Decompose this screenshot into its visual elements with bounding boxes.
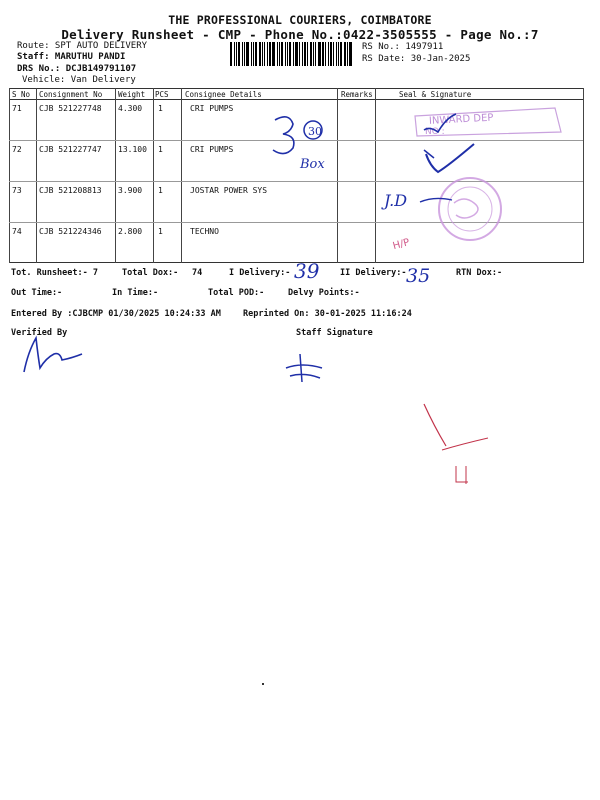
signature-row73 [380, 186, 460, 216]
staff-label: Staff: MARUTHU PANDI [17, 52, 126, 62]
row-sno: 74 [12, 227, 22, 236]
rs-date: RS Date: 30-Jan-2025 [362, 54, 471, 64]
i-delivery-label: I Delivery:- [229, 268, 291, 278]
col-pcs: PCS [155, 90, 169, 99]
row-weight: 2.800 [118, 227, 143, 236]
row-consignee: CRI PUMPS [190, 104, 234, 113]
i-delivery-value [292, 256, 332, 282]
row-consignment: CJB 521224346 [39, 227, 102, 236]
row-sno: 71 [12, 104, 22, 113]
rtn-dox-label: RTN Dox:- [456, 268, 503, 278]
total-dox-value: 74 [192, 268, 203, 278]
svg-text:Box: Box [300, 157, 325, 172]
rs-number: RS No.: 1497911 [362, 42, 444, 52]
company-title: THE PROFESSIONAL COURIERS, COIMBATORE [168, 13, 432, 27]
reprinted-on: Reprinted On: 30-01-2025 11:16:24 [243, 309, 412, 319]
red-pen-mark [418, 400, 498, 490]
row-consignee: TECHNO [190, 227, 219, 236]
entered-by: Entered By :CJBCMP 01/30/2025 10:24:33 AM [11, 309, 221, 319]
row-weight: 4.300 [118, 104, 143, 113]
row-weight: 13.100 [118, 145, 147, 154]
row-consignment: CJB 521227747 [39, 145, 102, 154]
col-remarks: Remarks [341, 90, 373, 99]
in-time-label: In Time:- [112, 288, 159, 298]
tick-signature-row72 [420, 140, 480, 175]
note-row74 [390, 226, 430, 256]
row-sno: 73 [12, 186, 22, 195]
route-label: Route: SPT AUTO DELIVERY [17, 41, 148, 51]
tot-runsheet: Tot. Runsheet:- 7 [11, 268, 98, 278]
row-consignment: CJB 521227748 [39, 104, 102, 113]
vehicle-label: Vehicle: Van Delivery [22, 75, 136, 85]
row-consignment: CJB 521208813 [39, 186, 102, 195]
row-pcs: 1 [158, 227, 163, 236]
svg-text:H/P: H/P [391, 237, 411, 253]
verified-by-label: Verified By [11, 328, 68, 338]
col-seal-signature: Seal & Signature [399, 90, 472, 99]
ii-delivery-value [404, 260, 444, 286]
speck-mark [262, 683, 264, 685]
ii-delivery-label: II Delivery:- [340, 268, 407, 278]
col-consignee: Consignee Details [185, 90, 262, 99]
col-consignment: Consignment No [39, 90, 103, 99]
row-pcs: 1 [158, 104, 163, 113]
staff-signature-label: Staff Signature [296, 328, 373, 338]
row-pcs: 1 [158, 186, 163, 195]
col-weight: Weight [118, 90, 146, 99]
verified-signature [18, 334, 88, 376]
out-time-label: Out Time:- [11, 288, 63, 298]
inward-stamp-no: NO : [425, 127, 445, 137]
staff-signature [280, 350, 330, 385]
barcode [230, 42, 356, 66]
inward-stamp-text: INWARD DEP [428, 112, 494, 127]
svg-text:J.D: J.D [384, 191, 408, 210]
runsheet-title: Delivery Runsheet - CMP - Phone No.:0422-3505555 - Page No.:7 [61, 27, 539, 42]
delvy-points-label: Delvy Points:- [288, 288, 360, 298]
tick-signature-row71 [420, 110, 460, 140]
total-pod-label: Total POD:- [208, 288, 265, 298]
row-consignee: CRI PUMPS [190, 145, 234, 154]
row-consignee: JOSTAR POWER SYS [190, 186, 268, 195]
svg-text:30: 30 [308, 125, 322, 138]
row-pcs: 1 [158, 145, 163, 154]
total-dox-label: Total Dox:- [122, 268, 179, 278]
drs-number: DRS No.: DCJB149791107 [17, 64, 137, 74]
svg-text:39: 39 [294, 259, 320, 283]
row-weight: 3.900 [118, 186, 143, 195]
col-sno: S No [12, 90, 31, 99]
handwritten-box-note [298, 150, 348, 175]
svg-text:35: 35 [406, 265, 431, 287]
row-sno: 72 [12, 145, 22, 154]
